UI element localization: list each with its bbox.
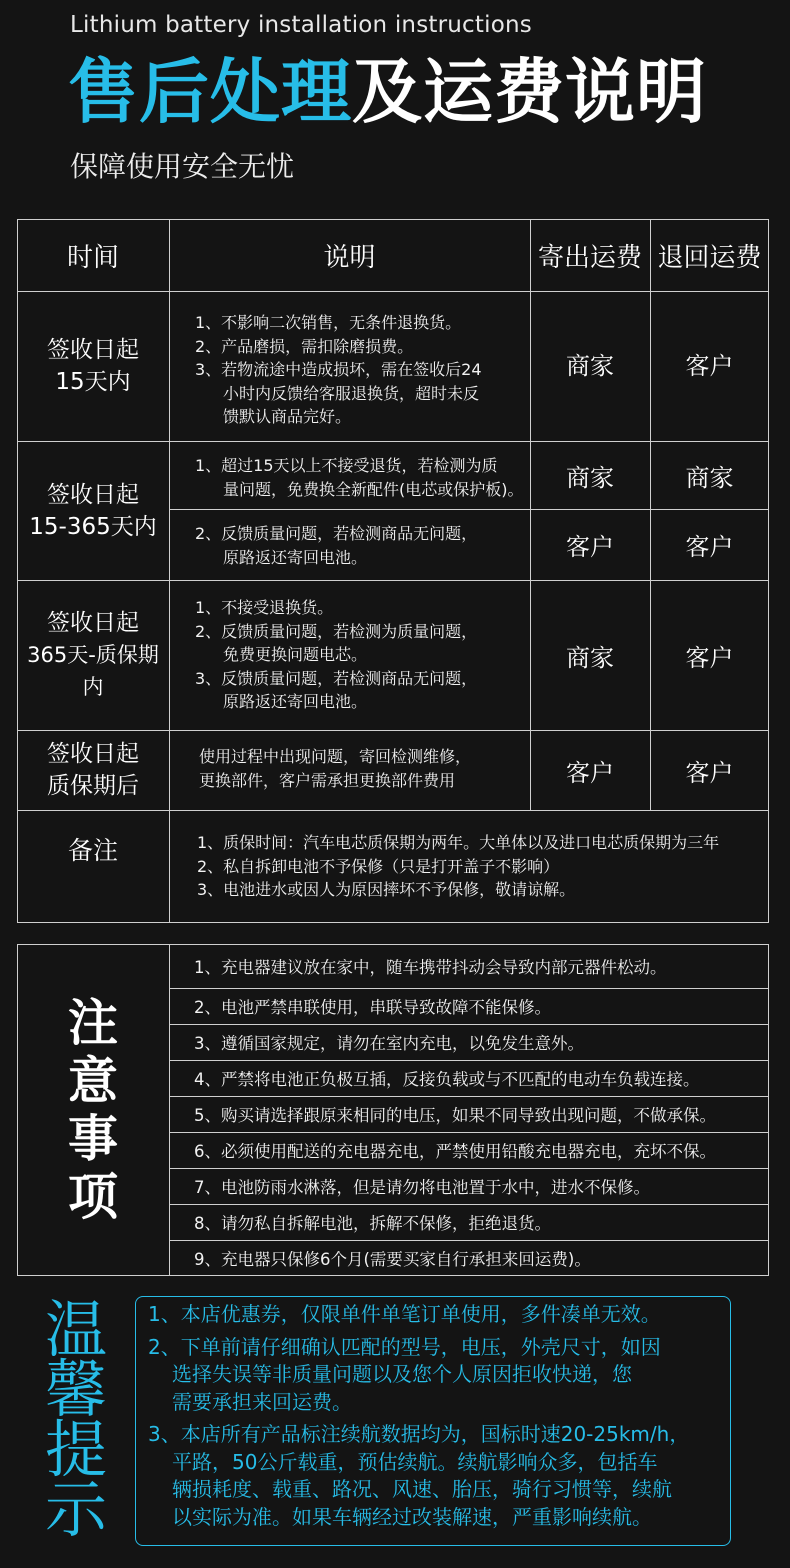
period-line: 签收日起: [47, 741, 139, 767]
table-row-period: [17, 730, 169, 810]
send-fee-value: 客户: [566, 758, 614, 787]
send-fee-value: 商家: [566, 463, 614, 492]
list-item: 7、电池防雨水淋落，但是请勿将电池置于水中，进水不保修。: [194, 1178, 650, 1197]
desc-line: 免费更换问题电芯。: [223, 645, 368, 664]
list-item: 2、电池严禁串联使用，串联导致故障不能保修。: [194, 998, 551, 1017]
return-fee-value: 客户: [685, 643, 734, 672]
tip-line: 需要承担来回运费。: [172, 1389, 352, 1414]
row-description: [195, 311, 482, 429]
tip-line: 平路，50公斤载重，预估续航。续航影响众多，包括车: [172, 1449, 658, 1474]
row-description: [195, 454, 524, 501]
list-item: 4、严禁将电池正负极互插，反接负载或与不匹配的电动车负载连接。: [194, 1070, 700, 1089]
header-time: 时间: [66, 242, 119, 273]
tips-title: [38, 1293, 114, 1546]
english-title: Lithium battery installation instructions: [70, 12, 532, 38]
table-row-period: [17, 580, 169, 730]
page-title-highlight: 售后处理: [68, 51, 352, 133]
desc-line: 2、反馈质量问题，若检测为质量问题，: [195, 621, 478, 641]
list-item: 3、遵循国家规定，请勿在室内充电，以免发生意外。: [194, 1034, 584, 1053]
tagline: 保障使用安全无忧: [70, 150, 295, 183]
desc-line: 小时内反馈给客服退换货，超时未反: [223, 383, 480, 403]
send-fee-value: 商家: [566, 352, 614, 380]
notice-title-char: 意: [68, 1052, 118, 1110]
remark-line: 2、私自拆卸电池不予保修（只是打开盖子不影响）: [197, 856, 560, 876]
tips-title-char: 示: [44, 1473, 107, 1546]
list-item: 8、请勿私自拆解电池，拆解不保修，拒绝退货。: [194, 1214, 551, 1233]
desc-line: 3、反馈质量问题，若检测商品无问题，: [195, 668, 478, 688]
table-divider: [169, 219, 170, 923]
notice-title-char: 项: [68, 1168, 118, 1226]
row-description: [199, 745, 471, 792]
desc-line: 2、产品磨损，需扣除磨损费。: [195, 336, 414, 356]
tip-item: [148, 1301, 720, 1329]
tips-title-char: 馨: [44, 1353, 107, 1426]
desc-line: 1、不影响二次销售，无条件退换货。: [195, 313, 462, 332]
desc-line: 原路返还寄回电池。: [223, 692, 368, 711]
desc-line: 馈默认商品完好。: [223, 407, 352, 426]
page-title: [68, 52, 707, 132]
tip-line: 选择失误等非质量问题以及您个人原因拒收快递，您: [172, 1362, 632, 1386]
tip-line: 2、下单前请仔细确认匹配的型号，电压，外壳尺寸，如因: [148, 1334, 661, 1359]
after-sales-table: [17, 219, 769, 923]
page-title-rest: 及运费说明: [352, 51, 707, 133]
notice-title-char: 注: [68, 994, 118, 1052]
period-line: 365天-质保期内: [27, 643, 159, 699]
desc-line: 2、反馈质量问题，若检测商品无问题，: [195, 524, 478, 543]
tip-item: [148, 1334, 720, 1417]
period-line: 15-365天内: [29, 513, 157, 540]
desc-line: 量问题，免费换全新配件(电芯或保护板)。: [223, 479, 524, 499]
tip-line: 以实际为准。如果车辆经过改装解速，严重影响续航。: [172, 1504, 652, 1529]
return-fee-value: 客户: [685, 533, 734, 561]
remarks-label: 备注: [67, 836, 118, 865]
period-line: 质保期后: [47, 773, 139, 799]
table-row-period: [17, 291, 169, 441]
table-row-period: [17, 441, 169, 580]
return-fee-value: 客户: [685, 758, 734, 787]
tip-item: [148, 1421, 720, 1531]
list-item: 9、充电器只保修6个月(需要买家自行承担来回运费)。: [194, 1249, 591, 1269]
header-description: 说明: [323, 242, 376, 273]
list-item: 6、必须使用配送的充电器充电，严禁使用铅酸充电器充电，充坏不保。: [194, 1142, 716, 1161]
notice-table: [17, 944, 769, 1276]
row-description: [195, 522, 477, 569]
list-item: 1、充电器建议放在家中，随车携带抖动会导致内部元器件松动。: [194, 958, 667, 977]
period-line: 签收日起: [47, 481, 139, 508]
list-item: 5、购买请选择跟原来相同的电压，如果不同导致出现问题，不做承保。: [194, 1106, 716, 1125]
tips-title-char: 温: [44, 1293, 107, 1366]
header-send-fee: 寄出运费: [537, 242, 642, 273]
return-fee-value: 商家: [685, 463, 734, 492]
period-line: 15天内: [55, 369, 131, 395]
return-fee-value: 客户: [685, 352, 734, 380]
desc-line: 3、若物流途中造成损坏，需在签收后24: [195, 360, 482, 379]
header-return-fee: 退回运费: [657, 242, 762, 273]
desc-line: 使用过程中出现问题，寄回检测维修，: [199, 747, 472, 766]
table-border: [17, 922, 769, 923]
send-fee-value: 商家: [566, 643, 614, 672]
tip-line: 辆损耗度、载重、路况、风速、胎压，骑行习惯等，续航: [172, 1477, 672, 1501]
tips-box: [135, 1296, 731, 1546]
period-line: 签收日起: [47, 610, 139, 636]
notice-title-char: 事: [68, 1110, 118, 1168]
tip-line: 3、本店所有产品标注续航数据均为，国标时速20-25km/h，: [148, 1422, 690, 1446]
desc-line: 更换部件，客户需承担更换部件费用: [199, 770, 456, 790]
remark-line: 3、电池进水或因人为原因摔坏不予保修，敬请谅解。: [197, 880, 576, 899]
desc-line: 1、超过15天以上不接受退货，若检测为质: [195, 456, 498, 475]
desc-line: 原路返还寄回电池。: [223, 547, 368, 567]
row-description: [195, 596, 477, 714]
notice-title: [17, 944, 169, 1276]
send-fee-value: 客户: [566, 533, 614, 561]
tip-line: 1、本店优惠券，仅限单件单笔订单使用，多件凑单无效。: [148, 1302, 661, 1326]
tips-title-char: 提: [44, 1413, 107, 1486]
remark-line: 1、质保时间：汽车电芯质保期为两年。大单体以及进口电芯质保期为三年: [197, 833, 720, 852]
desc-line: 1、不接受退换货。: [195, 598, 334, 617]
remarks-text: [197, 831, 719, 902]
period-line: 签收日起: [47, 337, 139, 363]
